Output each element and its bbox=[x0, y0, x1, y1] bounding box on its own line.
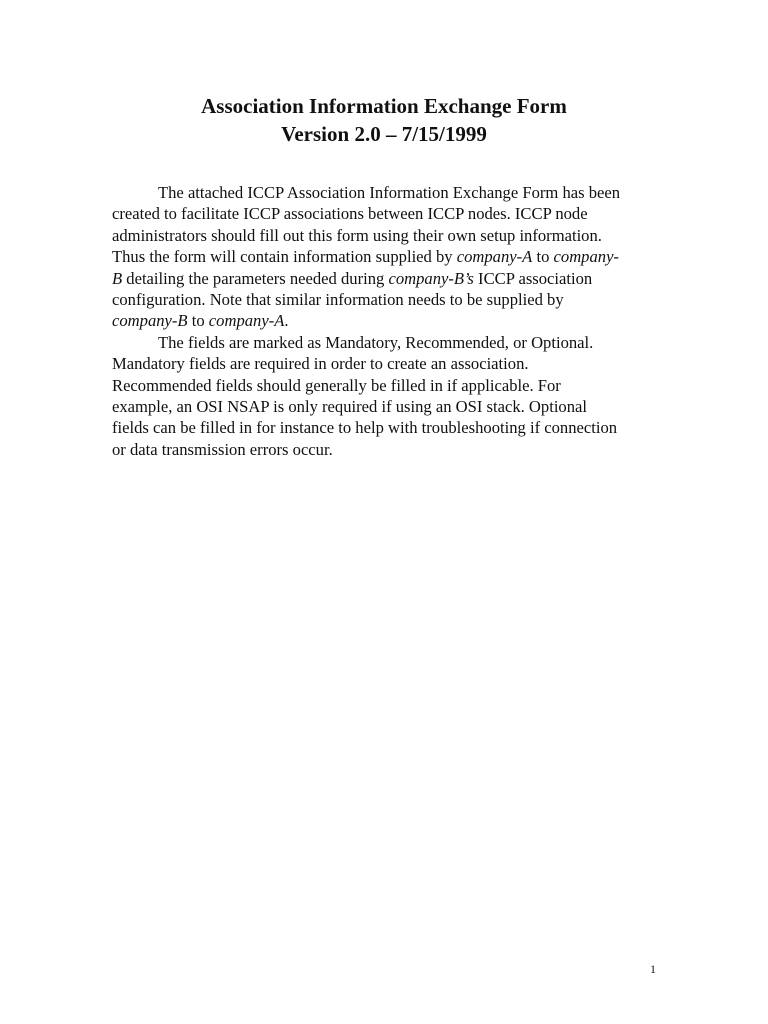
paragraph-1-line-3: administrators should fill out this form using their own setup information. bbox=[112, 225, 602, 245]
company-a-ref: company-A bbox=[208, 311, 285, 331]
paragraph-1-line-1: The attached ICCP Association Information Exchange Form has been bbox=[158, 183, 621, 202]
company-b-ref: B bbox=[112, 268, 123, 288]
document-body bbox=[112, 182, 660, 460]
text-segment: to bbox=[532, 247, 554, 267]
paragraph-2-line-5: fields can be filled in for instance to help with troubleshooting if connection bbox=[112, 418, 618, 438]
paragraph-1-line-7 bbox=[112, 310, 660, 331]
company-a-ref: company-A bbox=[456, 247, 533, 267]
paragraph-1-line-5 bbox=[112, 268, 660, 289]
text-segment: ICCP association bbox=[473, 268, 593, 288]
text-segment: . bbox=[284, 311, 289, 331]
text-segment: Thus the form will contain information supplied by bbox=[112, 247, 457, 267]
paragraph-1-line-4 bbox=[112, 246, 660, 267]
paragraph-1-line-6: configuration. Note that similar information needs to be supplied by bbox=[112, 289, 564, 309]
paragraph-1-line-2: created to facilitate ICCP associations between ICCP nodes. ICCP node bbox=[112, 204, 588, 224]
paragraph-2-line-2: Mandatory fields are required in order to create an association. bbox=[112, 354, 529, 374]
company-b-ref: company-B bbox=[112, 311, 188, 331]
text-segment: detailing the parameters needed during bbox=[122, 268, 389, 288]
company-b-possessive-ref: company-B’s bbox=[388, 268, 474, 288]
paragraph-2-line-1: The fields are marked as Mandatory, Recommended, or Optional. bbox=[158, 332, 594, 352]
page-number: 1 bbox=[650, 962, 656, 976]
text-segment: to bbox=[187, 311, 209, 331]
document-title bbox=[0, 92, 768, 148]
paragraph-2-line-3: Recommended fields should generally be filled in if applicable. For bbox=[112, 375, 561, 395]
paragraph-2-line-6: or data transmission errors occur. bbox=[112, 439, 333, 459]
title-line-2-version: Version 2.0 – 7/15/1999 bbox=[281, 122, 487, 146]
paragraph-2-line-4: example, an OSI NSAP is only required if using an OSI stack. Optional bbox=[112, 396, 588, 416]
company-b-ref: company- bbox=[553, 247, 619, 267]
title-line-1: Association Information Exchange Form bbox=[201, 94, 567, 118]
